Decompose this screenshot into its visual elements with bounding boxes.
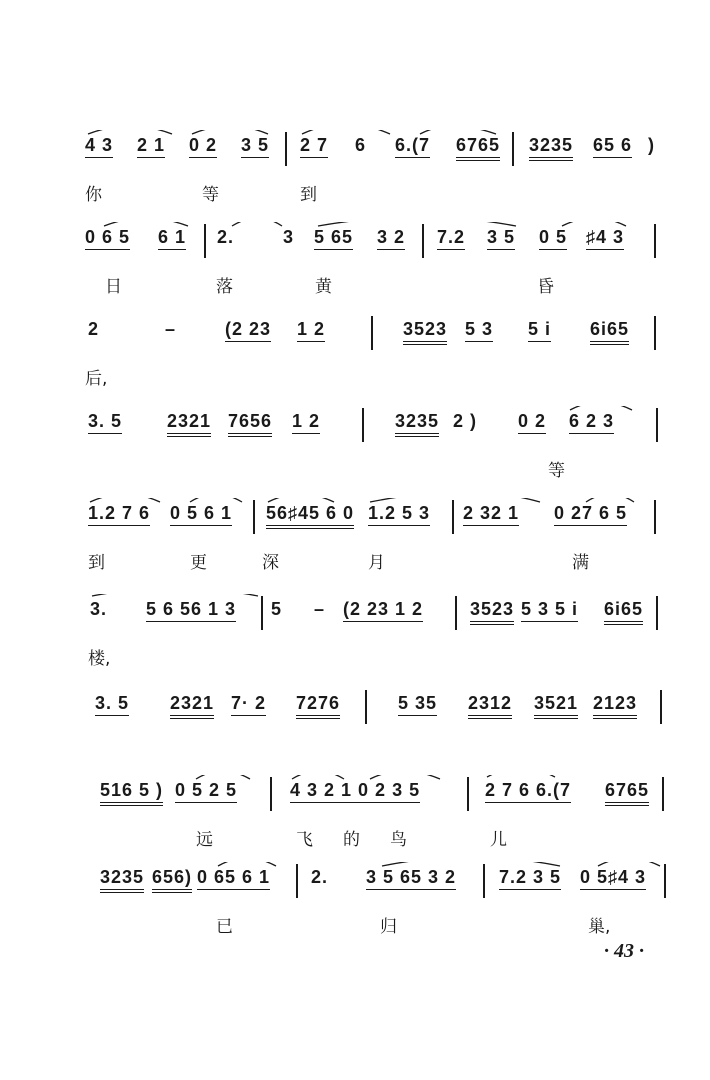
notation-row <box>0 775 710 815</box>
note-group: 1.2 7 6 <box>88 502 150 526</box>
lyric: 到 <box>300 185 317 205</box>
bar-line <box>285 132 287 166</box>
note-group: 0 6 5 <box>85 226 130 250</box>
lyric: 日 <box>105 277 122 297</box>
lyric: 已 <box>216 917 233 937</box>
lyric: 鸟 <box>390 830 407 850</box>
notation-row <box>0 222 710 262</box>
score-line-3 <box>0 314 710 404</box>
note-group: 0 27 6 5 <box>554 502 627 526</box>
lyric: 楼, <box>88 649 111 669</box>
score-line-2 <box>0 222 710 312</box>
notation-row <box>0 406 710 446</box>
lyric: 月 <box>368 553 385 573</box>
note-group: 5 3 5 i <box>521 598 578 622</box>
note-group: 2321 <box>170 692 214 719</box>
bar-line <box>656 596 658 630</box>
note-group: 1.2 5 3 <box>368 502 430 526</box>
note-group: 3 5 <box>241 134 269 158</box>
bar-line <box>654 316 656 350</box>
note-group: 3235 <box>100 866 144 893</box>
bar-line <box>365 690 367 724</box>
note-group: 6i65 <box>604 598 643 625</box>
note-group: 56♯45 6 0 <box>266 502 354 529</box>
note-group: 5 35 <box>398 692 437 716</box>
note-group: 6.(7 <box>395 134 430 158</box>
note-group: 3 <box>283 227 295 247</box>
lyric: 落 <box>216 277 233 297</box>
note-group: 4 3 <box>85 134 113 158</box>
score-line-9 <box>0 862 710 952</box>
note-group: 2312 <box>468 692 512 719</box>
note-group: ) <box>648 135 655 155</box>
note-group: 3 5 65 3 2 <box>366 866 456 890</box>
note-group: 3 5 <box>487 226 515 250</box>
bar-line <box>483 864 485 898</box>
lyric: 满 <box>572 553 589 573</box>
notation-row <box>0 130 710 170</box>
note-group: 2 ) <box>453 411 478 431</box>
note-group: 3523 <box>470 598 514 625</box>
note-group: 5 3 <box>465 318 493 342</box>
bar-line <box>512 132 514 166</box>
note-group: 2123 <box>593 692 637 719</box>
notation-row <box>0 314 710 354</box>
note-group: 65 6 <box>593 134 632 158</box>
lyric: 更 <box>190 553 207 573</box>
note-group: – <box>314 599 326 619</box>
note-group: ♯4 3 <box>586 226 624 250</box>
bar-line <box>654 224 656 258</box>
note-group: 6 <box>355 135 367 155</box>
note-group: 6765 <box>456 134 500 161</box>
bar-line <box>660 690 662 724</box>
note-group: 7.2 3 5 <box>499 866 561 890</box>
note-group: 3 2 <box>377 226 405 250</box>
bar-line <box>253 500 255 534</box>
note-group: 5 65 <box>314 226 353 250</box>
lyric: 归 <box>380 917 397 937</box>
note-group: 2 32 1 <box>463 502 519 526</box>
note-group: 5 <box>271 599 283 619</box>
lyric: 儿 <box>490 830 507 850</box>
score-line-6 <box>0 594 710 684</box>
note-group: 3521 <box>534 692 578 719</box>
bar-line <box>296 864 298 898</box>
score-line-8 <box>0 775 710 865</box>
lyric: 等 <box>202 185 219 205</box>
lyric: 的 <box>343 830 360 850</box>
note-group: 0 5 6 1 <box>170 502 232 526</box>
bar-line <box>452 500 454 534</box>
note-group: 3. 5 <box>95 692 129 716</box>
bar-line <box>664 864 666 898</box>
note-group: 2 <box>88 319 100 339</box>
note-group: 2 1 <box>137 134 165 158</box>
score-line-1 <box>0 130 710 220</box>
lyric: 等 <box>548 461 565 481</box>
note-group: 2 7 <box>300 134 328 158</box>
lyric: 深 <box>262 553 279 573</box>
note-group: 3235 <box>395 410 439 437</box>
note-group: 5 i <box>528 318 551 342</box>
bar-line <box>455 596 457 630</box>
note-group: 3. <box>90 599 108 619</box>
note-group: 7.2 <box>437 226 465 250</box>
lyric: 巢, <box>588 917 611 937</box>
lyric: 到 <box>88 553 105 573</box>
notation-row <box>0 688 710 728</box>
lyric: 远 <box>196 830 213 850</box>
note-group: 6 1 <box>158 226 186 250</box>
note-group: 7· 2 <box>231 692 266 716</box>
note-group: 1 2 <box>292 410 320 434</box>
note-group: 7656 <box>228 410 272 437</box>
note-group: 0 5 <box>539 226 567 250</box>
notation-row <box>0 862 710 902</box>
note-group: 1 2 <box>297 318 325 342</box>
note-group: 7276 <box>296 692 340 719</box>
note-group: 3235 <box>529 134 573 161</box>
score-line-7 <box>0 688 710 778</box>
bar-line <box>362 408 364 442</box>
note-group: 6i65 <box>590 318 629 345</box>
note-group: 2. <box>311 867 329 887</box>
bar-line <box>654 500 656 534</box>
bar-line <box>656 408 658 442</box>
notation-row <box>0 498 710 538</box>
note-group: 0 2 <box>189 134 217 158</box>
bar-line <box>204 224 206 258</box>
note-group: 0 65 6 1 <box>197 866 270 890</box>
note-group: – <box>165 319 177 339</box>
note-group: 516 5 ) <box>100 779 163 806</box>
bar-line <box>270 777 272 811</box>
bar-line <box>662 777 664 811</box>
note-group: (2 23 <box>225 318 271 342</box>
bar-line <box>467 777 469 811</box>
bar-line <box>261 596 263 630</box>
note-group: 656) <box>152 866 192 893</box>
note-group: 0 5♯4 3 <box>580 866 646 890</box>
note-group: (2 23 1 2 <box>343 598 423 622</box>
score-line-4 <box>0 406 710 496</box>
note-group: 6765 <box>605 779 649 806</box>
lyric: 昏 <box>537 277 554 297</box>
note-group: 2 7 6 6.(7 <box>485 779 571 803</box>
bar-line <box>422 224 424 258</box>
note-group: 2321 <box>167 410 211 437</box>
note-group: 3. 5 <box>88 410 122 434</box>
note-group: 5 6 56 1 3 <box>146 598 236 622</box>
lyric: 飞 <box>296 830 313 850</box>
page-number: · 43 · <box>604 940 644 962</box>
lyric: 后, <box>85 369 108 389</box>
note-group: 2. <box>217 227 235 247</box>
lyric: 黄 <box>315 277 332 297</box>
notation-row <box>0 594 710 634</box>
note-group: 4 3 2 1 0 2 3 5 <box>290 779 420 803</box>
score-line-5 <box>0 498 710 588</box>
note-group: 0 5 2 5 <box>175 779 237 803</box>
bar-line <box>371 316 373 350</box>
lyric: 你 <box>85 185 102 205</box>
note-group: 0 2 <box>518 410 546 434</box>
note-group: 3523 <box>403 318 447 345</box>
note-group: 6 2 3 <box>569 410 614 434</box>
